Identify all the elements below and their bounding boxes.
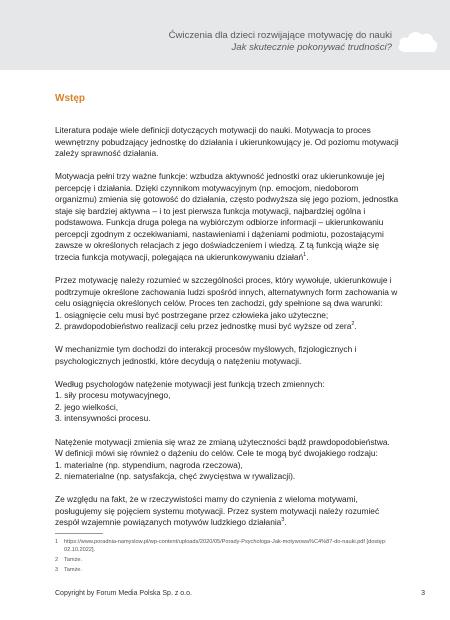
header-title (169, 30, 392, 54)
variables-list (55, 390, 400, 425)
paragraph-system: Ze względu na fakt, że w rzeczywistości mamy do czynienia z wieloma motywami, posługujemy się pojęciem systemu motywacji. Przez system motywacji należy rozumieć zespół wzajemnie powiązanych motywów ludzkiego działania$^3$. (55, 494, 380, 528)
footnote-text: Tamże. (64, 556, 83, 563)
paragraph-mechanism (55, 344, 400, 367)
footnote-divider (55, 533, 103, 534)
footnote-number: 1 (55, 539, 59, 545)
list-item: 2. prawdopodobieństwo realizacji celu przez jednostkę musi być wyższe od zera$^2$. (55, 321, 357, 332)
paragraph-text: Ze względu na fakt, że w rzeczywistości mamy do czynienia z wieloma motywami, posługujemy się pojęciem systemu motywacji. Przez system motywacji należy rozumieć zespół wzajemnie powiązanych motywów ludzkiego działania (55, 494, 380, 528)
conditions-list (55, 310, 400, 333)
paragraph-variables (55, 379, 400, 425)
copyright-notice: Copyright by Forum Media Polska Sp. z o.o. (55, 590, 192, 597)
header-title-line1: Ćwiczenia dla dzieci rozwijające motywację do nauki (168, 30, 392, 41)
footnote-link[interactable]: https://www.poradnia-namyslow.pl/wp-content/uploads/2020/05/Porady-Psychologa-Jak-motywowa%C4%87-do-nauki.pdf [dostęp: 02.10.2022]. (64, 539, 387, 553)
paragraph-text: Literatura podaje wiele definicji dotyczących motywacji do nauki. Motywacja to proces wewnętrzny pobudzający jednostkę do działania i ukierunkowujący je. Od poziomu motywacji zależy sprawność działania. (55, 125, 399, 159)
paragraph-text: Przez motywację należy rozumieć w szczególności proces, który wywołuje, ukierunkowuje i podtrzymuje określone zachowania ludzi spośród innych, alternatywnych form zachowania w celu osiągnięcia określonych celów. Proces ten zachodzi, gdy spełnione są dwa warunki: (55, 275, 398, 309)
list-item: 2. jego wielkości, (55, 401, 119, 412)
footnote-text: Tamże. (64, 566, 83, 573)
footnote-ref: 2 (351, 321, 355, 328)
section-heading: Wstęp (55, 93, 85, 104)
list-item: 1. osiągnięcie celu musi być postrzegane przez człowieka jako użyteczne; (55, 309, 329, 320)
paragraph-process (55, 275, 400, 333)
footnote-number: 2 (55, 556, 59, 563)
footnote-number: 3 (55, 566, 59, 573)
paragraph-functions: Motywacja pełni trzy ważne funkcje: wzbudza aktywność jednostki oraz ukierunkowuje jej percepcję i działania. Dzięki czynnikom motywacyjnym (np. emocjom, niedoborom organizmu) zmienia się gotowość do działania, często podwyższa się jego poziom, jednostka staje się bardziej aktywna – i to jest pierwsza funkcja motywacji, najbardziej ogólna i podstawowa. Funkcja druga polega na wybiórczym odbiorze informacji – ukierunkowaniu percepcji zgodnym z oczekiwaniami, nastawieniami i dążeniami podmiotu, pozostającymi zawsze w określonych relacjach z jego doświadczeniem i wiedzą. Z tą funkcją wiąże się trzecia funkcja motywacji, polegająca na ukierunkowywaniu działań$^1$. (55, 171, 399, 262)
list-item: 1. siły procesu motywacyjnego, (55, 390, 171, 401)
header-title-line2: Jak skutecznie pokonywać trudności? (231, 42, 392, 53)
paragraph-text: W mechanizmie tym dochodzi do interakcji procesów myślowych, fizjologicznych i psychologicznych jednostki, które decydują o natężeniu motywacji. (55, 344, 357, 366)
page-number: 3 (421, 590, 425, 597)
paragraph-definition (55, 125, 400, 160)
paragraph-text: Natężenie motywacji zmienia się wraz ze zmianą użyteczności bądź prawdopodobieństwa. W definicji mówi się również o dążeniu do celów. Cele te mogą być dwojakiego rodzaju: (55, 436, 390, 459)
footnote (55, 567, 400, 575)
goal-types-list (55, 460, 400, 483)
footnotes (55, 539, 400, 577)
footnote (55, 539, 400, 554)
list-item: 1. materialne (np. stypendium, nagroda rzeczowa), (55, 459, 243, 470)
paragraph-text: Według psychologów natężenie motywacji jest funkcją trzech zmiennych: (55, 378, 325, 389)
footnote-ref: 3 (281, 517, 285, 524)
footnote-ref: 1 (303, 252, 307, 259)
paragraph-goals (55, 437, 400, 483)
paragraph-text: Motywacja pełni trzy ważne funkcje: wzbudza aktywność jednostki oraz ukierunkowuje jej percepcję i działania. Dzięki czynnikom motywacyjnym (np. emocjom, niedoborom organizmu) zmienia się gotowość do działania, często podwyższa się jego poziom, jednostka staje się bardziej aktywna – i to jest pierwsza funkcja motywacji, najbardziej ogólna i podstawowa. Funkcja druga polega na wybiórczym odbiorze informacji – ukierunkowaniu percepcji zgodnym z oczekiwaniami, nastawieniami i dążeniami podmiotu, pozostającymi zawsze w określonych relacjach z jego doświadczeniem i wiedzą. Z tą funkcją wiąże się trzecia funkcja motywacji, polegająca na ukierunkowywaniu działań (55, 171, 399, 262)
list-item: 2. niematerialne (np. satysfakcja, chęć zwycięstwa w rywalizacji). (55, 471, 296, 482)
cloud-icon (396, 28, 440, 54)
footnote (55, 557, 400, 565)
article-body (55, 125, 400, 540)
list-item-text: 2. prawdopodobieństwo realizacji celu przez jednostkę musi być wyższe od zera (55, 321, 352, 332)
list-item: 3. intensywności procesu. (55, 413, 151, 424)
